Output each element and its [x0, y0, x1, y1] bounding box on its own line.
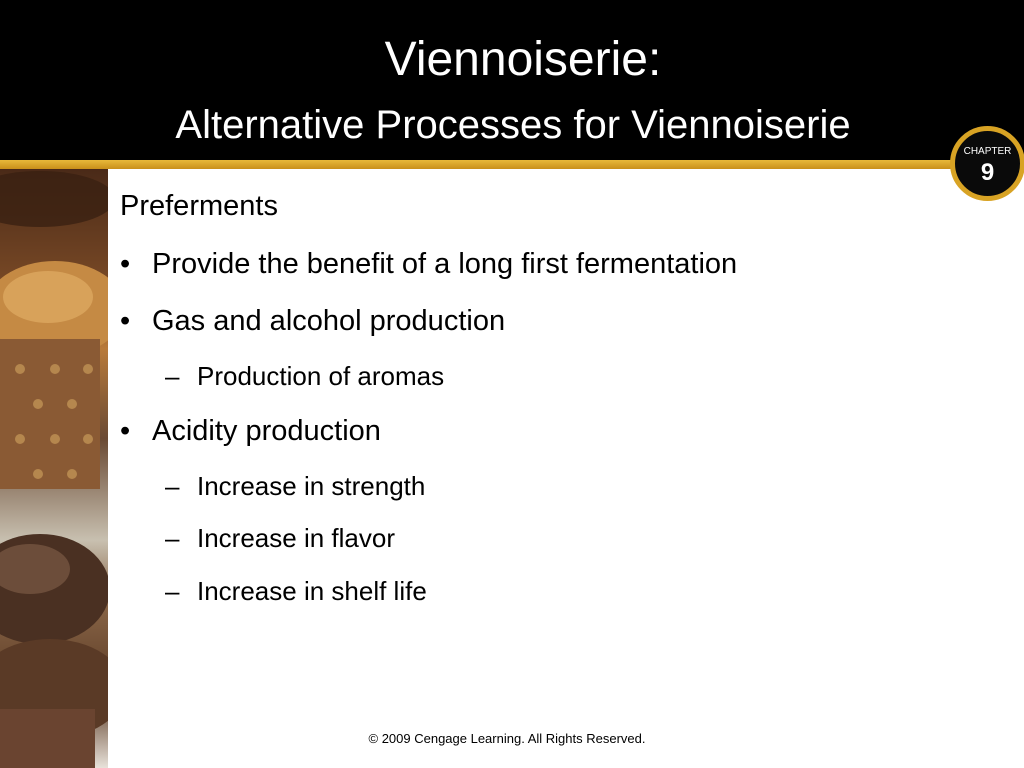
slide-subtitle: Alternative Processes for Viennoiserie — [175, 103, 851, 147]
list-item-text: Provide the benefit of a long first fermentation — [152, 248, 738, 280]
slide-title: Viennoiserie: — [384, 33, 662, 86]
header-gold-rule — [0, 160, 1024, 169]
body-heading: Preferments — [120, 190, 278, 222]
bread-photo-illustration — [0, 169, 108, 768]
bullet-marker: • — [120, 305, 131, 337]
list-item-text: Acidity production — [152, 415, 381, 447]
dash-marker: – — [165, 361, 180, 391]
dash-marker: – — [165, 471, 180, 501]
bullet-marker: • — [120, 248, 131, 280]
sub-item-text: Increase in flavor — [197, 523, 395, 553]
copyright-footer: © 2009 Cengage Learning. All Rights Reserved. — [368, 731, 646, 746]
chapter-number: 9 — [980, 159, 995, 186]
chapter-label: CHAPTER — [963, 146, 1012, 157]
list-item-text: Gas and alcohol production — [152, 305, 506, 337]
dash-marker: – — [165, 576, 180, 606]
sub-item-text: Production of aromas — [197, 361, 445, 391]
dash-marker: – — [165, 523, 180, 553]
bread-photo — [0, 169, 108, 768]
bullet-marker: • — [120, 415, 131, 447]
sub-item-text: Increase in shelf life — [197, 576, 427, 606]
sub-item-text: Increase in strength — [197, 471, 426, 501]
chapter-badge — [950, 126, 1024, 201]
